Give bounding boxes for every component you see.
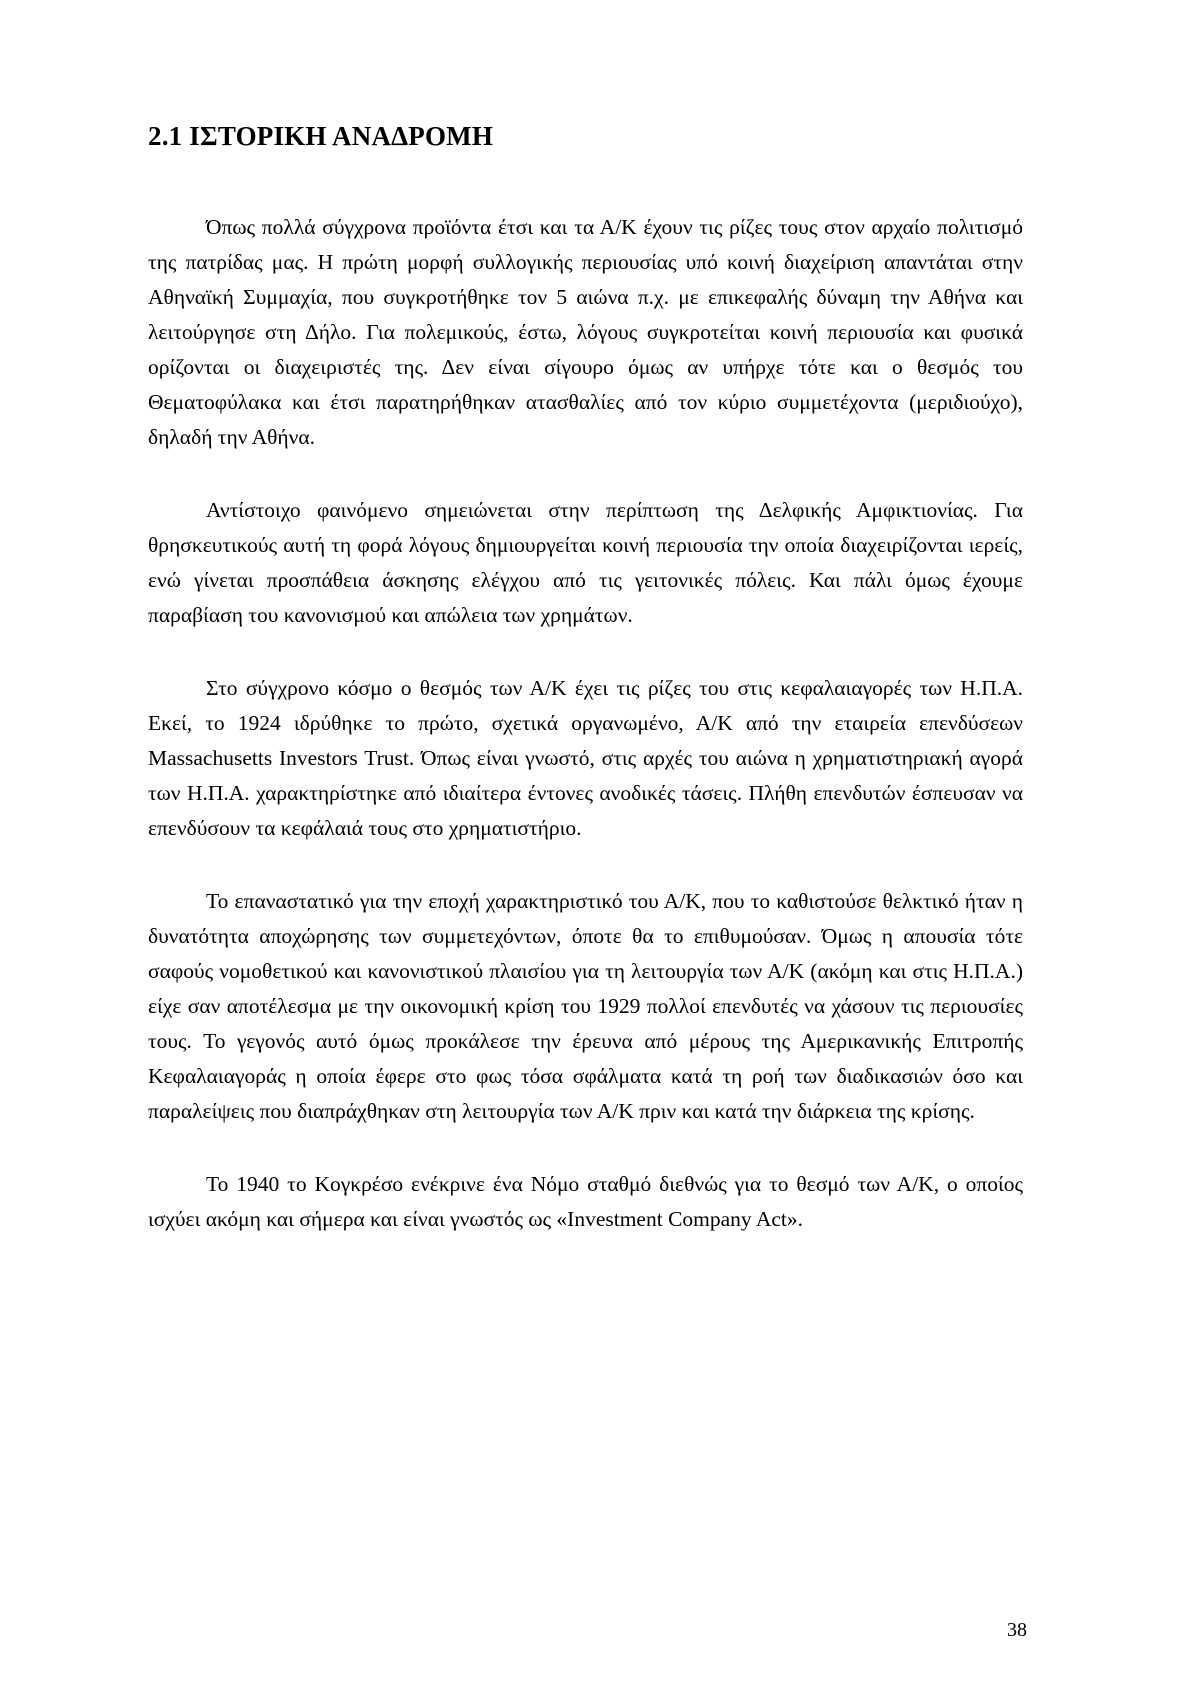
paragraph-1: Όπως πολλά σύγχρονα προϊόντα έτσι και τα Α/Κ έχουν τις ρίζες τους στον αρχαίο πολιτισμό της πατρίδας μας. Η πρώτη μορφή συλλογικής περιουσίας υπό κοινή διαχείριση απαντάται στην Αθηναϊκή Συμμαχία, που συγκροτήθηκε τον 5 αιώνα π.χ. με επικεφαλής δύναμη την Αθήνα και λειτούργησε στη Δήλο. Για πολεμικούς, έστω, λόγους συγκροτείται κοινή περιουσία και φυσικά ορίζονται οι διαχειριστές της. Δεν είναι σίγουρο όμως αν υπήρχε τότε και ο θεσμός του Θεματοφύλακα και έτσι παρατηρήθηκαν ατασθαλίες από τον κύριο συμμετέχοντα (μεριδιούχο), δηλαδή την Αθήνα. <box>148 215 1023 449</box>
section-heading: 2.1 ΙΣΤΟΡΙΚΗ ΑΝΑΔΡΟΜΗ <box>148 121 494 151</box>
paragraph-5: Το 1940 το Κογκρέσο ενέκρινε ένα Νόμο σταθμό διεθνώς για το θεσμό των Α/Κ, ο οποίος ισχύει ακόμη και σήμερα και είναι γνωστός ως «Investment Company Act». <box>148 1172 1023 1231</box>
paragraph-3: Στο σύγχρονο κόσμο ο θεσμός των Α/Κ έχει τις ρίζες του στις κεφαλαιαγορές των Η.Π.Α. Εκεί, το 1924 ιδρύθηκε το πρώτο, σχετικά οργανωμένο, Α/Κ από την εταιρεία επενδύσεων Massachusetts Investors Trust. Όπως είναι γνωστό, στις αρχές του αιώνα η χρηματιστηριακή αγορά των Η.Π.Α. χαρακτηρίστηκε από ιδιαίτερα έντονες ανοδικές τάσεις. Πλήθη επενδυτών έσπευσαν να επενδύσουν τα κεφάλαιά τους στο χρηματιστήριο. <box>148 676 1023 840</box>
paragraph-4: Το επαναστατικό για την εποχή χαρακτηριστικό του Α/Κ, που το καθιστούσε θελκτικό ήταν η δυνατότητα αποχώρησης των συμμετεχόντων, όποτε θα το επιθυμούσαν. Όμως η απουσία τότε σαφούς νομοθετικού και κανονιστικού πλαισίου για τη λειτουργία των Α/Κ (ακόμη και στις Η.Π.Α.) είχε σαν αποτέλεσμα με την οικονομική κρίση του 1929 πολλοί επενδυτές να χάσουν τις περιουσίες τους. Το γεγονός αυτό όμως προκάλεσε την έρευνα από μέρους της Αμερικανικής Επιτροπής Κεφαλαιαγοράς η οποία έφερε στο φως τόσα σφάλματα κατά τη ροή των διαδικασιών όσο και παραλείψεις που διαπράχθηκαν στη λειτουργία των Α/Κ πριν και κατά την διάρκεια της κρίσης. <box>148 889 1023 1123</box>
paragraph-2: Αντίστοιχο φαινόμενο σημειώνεται στην περίπτωση της Δελφικής Αμφικτιονίας. Για θρησκευτικούς αυτή τη φορά λόγους δημιουργείται κοινή περιουσία την οποία διαχειρίζονται ιερείς, ενώ γίνεται προσπάθεια άσκησης ελέγχου από τις γειτονικές πόλεις. Και πάλι όμως έχουμε παραβίαση του κανονισμού και απώλεια των χρημάτων. <box>148 498 1023 627</box>
body-text <box>148 210 1023 1275</box>
page-number: 38 <box>1007 1619 1027 1641</box>
